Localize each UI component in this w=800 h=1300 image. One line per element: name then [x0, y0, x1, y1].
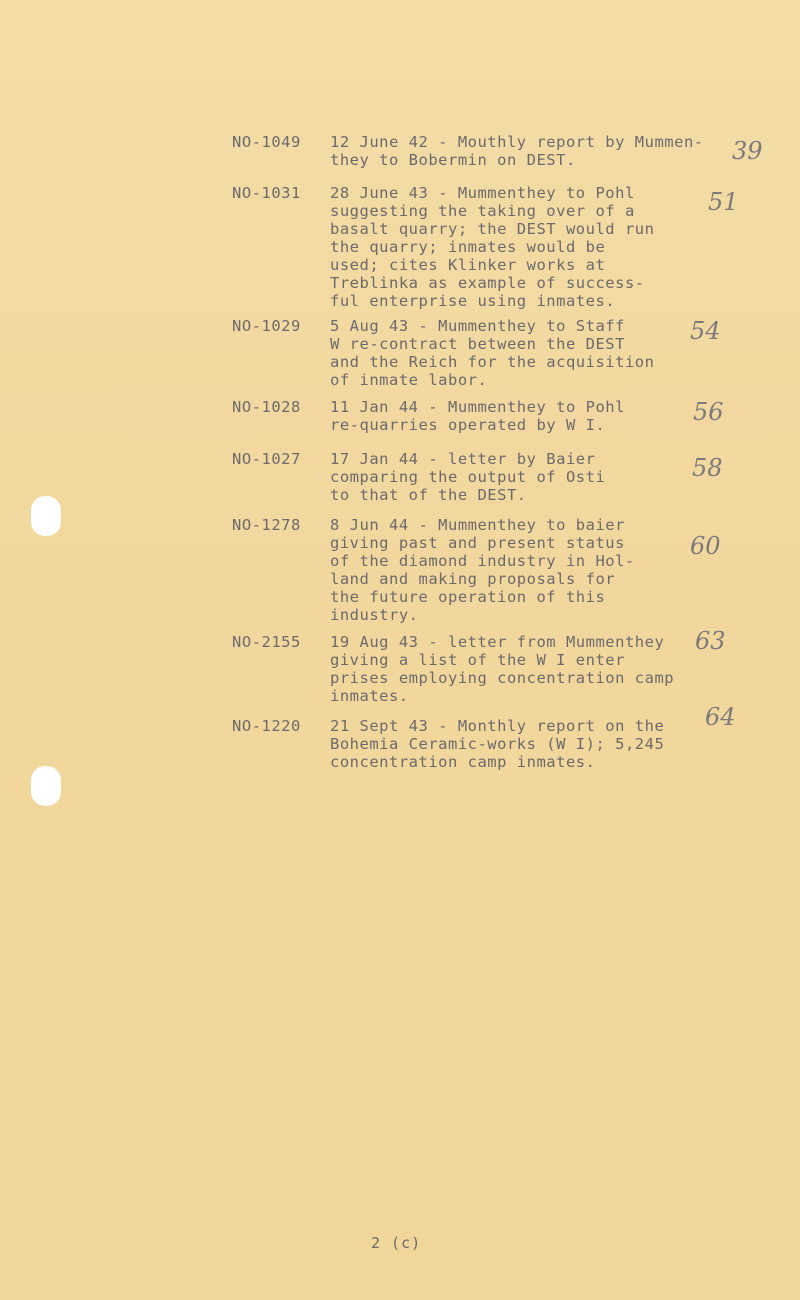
- document-number: NO-1031: [232, 184, 301, 202]
- document-number: NO-1278: [232, 516, 301, 534]
- description-line: the quarry; inmates would be: [330, 238, 606, 256]
- page-footer: 2 (c): [371, 1234, 422, 1252]
- description-line: 5 Aug 43 - Mummenthey to Staff: [330, 317, 625, 335]
- page-number: 56: [693, 398, 724, 426]
- description-line: of inmate labor.: [330, 371, 488, 389]
- entry-description: [330, 516, 635, 624]
- punch-hole-lower: [31, 766, 61, 806]
- page-number: 58: [692, 454, 723, 482]
- entry-description: [330, 717, 664, 771]
- description-line: 8 Jun 44 - Mummenthey to baier: [330, 516, 625, 534]
- description-line: they to Bobermin on DEST.: [330, 151, 576, 169]
- entry-description: [330, 133, 704, 169]
- entry-description: [330, 633, 674, 705]
- description-line: inmates.: [330, 687, 409, 705]
- description-line: 21 Sept 43 - Monthly report on the: [330, 717, 665, 735]
- description-line: 28 June 43 - Mummenthey to Pohl: [330, 184, 635, 202]
- page-number: 51: [708, 188, 739, 216]
- document-number: NO-1049: [232, 133, 301, 151]
- document-number: NO-1220: [232, 717, 301, 735]
- description-line: the future operation of this: [330, 588, 606, 606]
- description-line: suggesting the taking over of a: [330, 202, 635, 220]
- description-line: 11 Jan 44 - Mummenthey to Pohl: [330, 398, 625, 416]
- description-line: to that of the DEST.: [330, 486, 527, 504]
- entry-description: [330, 317, 654, 389]
- description-line: basalt quarry; the DEST would run: [330, 220, 655, 238]
- document-number: NO-1028: [232, 398, 301, 416]
- description-line: W re-contract between the DEST: [330, 335, 625, 353]
- description-line: of the diamond industry in Hol-: [330, 552, 635, 570]
- page-number: 64: [705, 703, 736, 731]
- entry-description: [330, 398, 625, 434]
- description-line: giving past and present status: [330, 534, 625, 552]
- document-number: NO-1029: [232, 317, 301, 335]
- description-line: 12 June 42 - Mouthly report by Mummen-: [330, 133, 704, 151]
- description-line: used; cites Klinker works at: [330, 256, 606, 274]
- description-line: 17 Jan 44 - letter by Baier: [330, 450, 596, 468]
- page-number: 39: [732, 137, 763, 165]
- entry-description: [330, 184, 654, 310]
- page-number: 60: [690, 532, 721, 560]
- description-line: comparing the output of Osti: [330, 468, 606, 486]
- description-line: Bohemia Ceramic-works (W I); 5,245: [330, 735, 665, 753]
- description-line: and the Reich for the acquisition: [330, 353, 655, 371]
- description-line: industry.: [330, 606, 419, 624]
- punch-hole-upper: [31, 496, 61, 536]
- document-number: NO-2155: [232, 633, 301, 651]
- description-line: ful enterprise using inmates.: [330, 292, 616, 310]
- page-number: 54: [690, 317, 721, 345]
- description-line: prises employing concentration camp: [330, 669, 675, 687]
- document-number: NO-1027: [232, 450, 301, 468]
- description-line: giving a list of the W I enter: [330, 651, 625, 669]
- page-number: 63: [695, 627, 726, 655]
- entry-description: [330, 450, 605, 504]
- description-line: concentration camp inmates.: [330, 753, 596, 771]
- description-line: 19 Aug 43 - letter from Mummenthey: [330, 633, 665, 651]
- description-line: re-quarries operated by W I.: [330, 416, 606, 434]
- description-line: land and making proposals for: [330, 570, 616, 588]
- description-line: Treblinka as example of success-: [330, 274, 645, 292]
